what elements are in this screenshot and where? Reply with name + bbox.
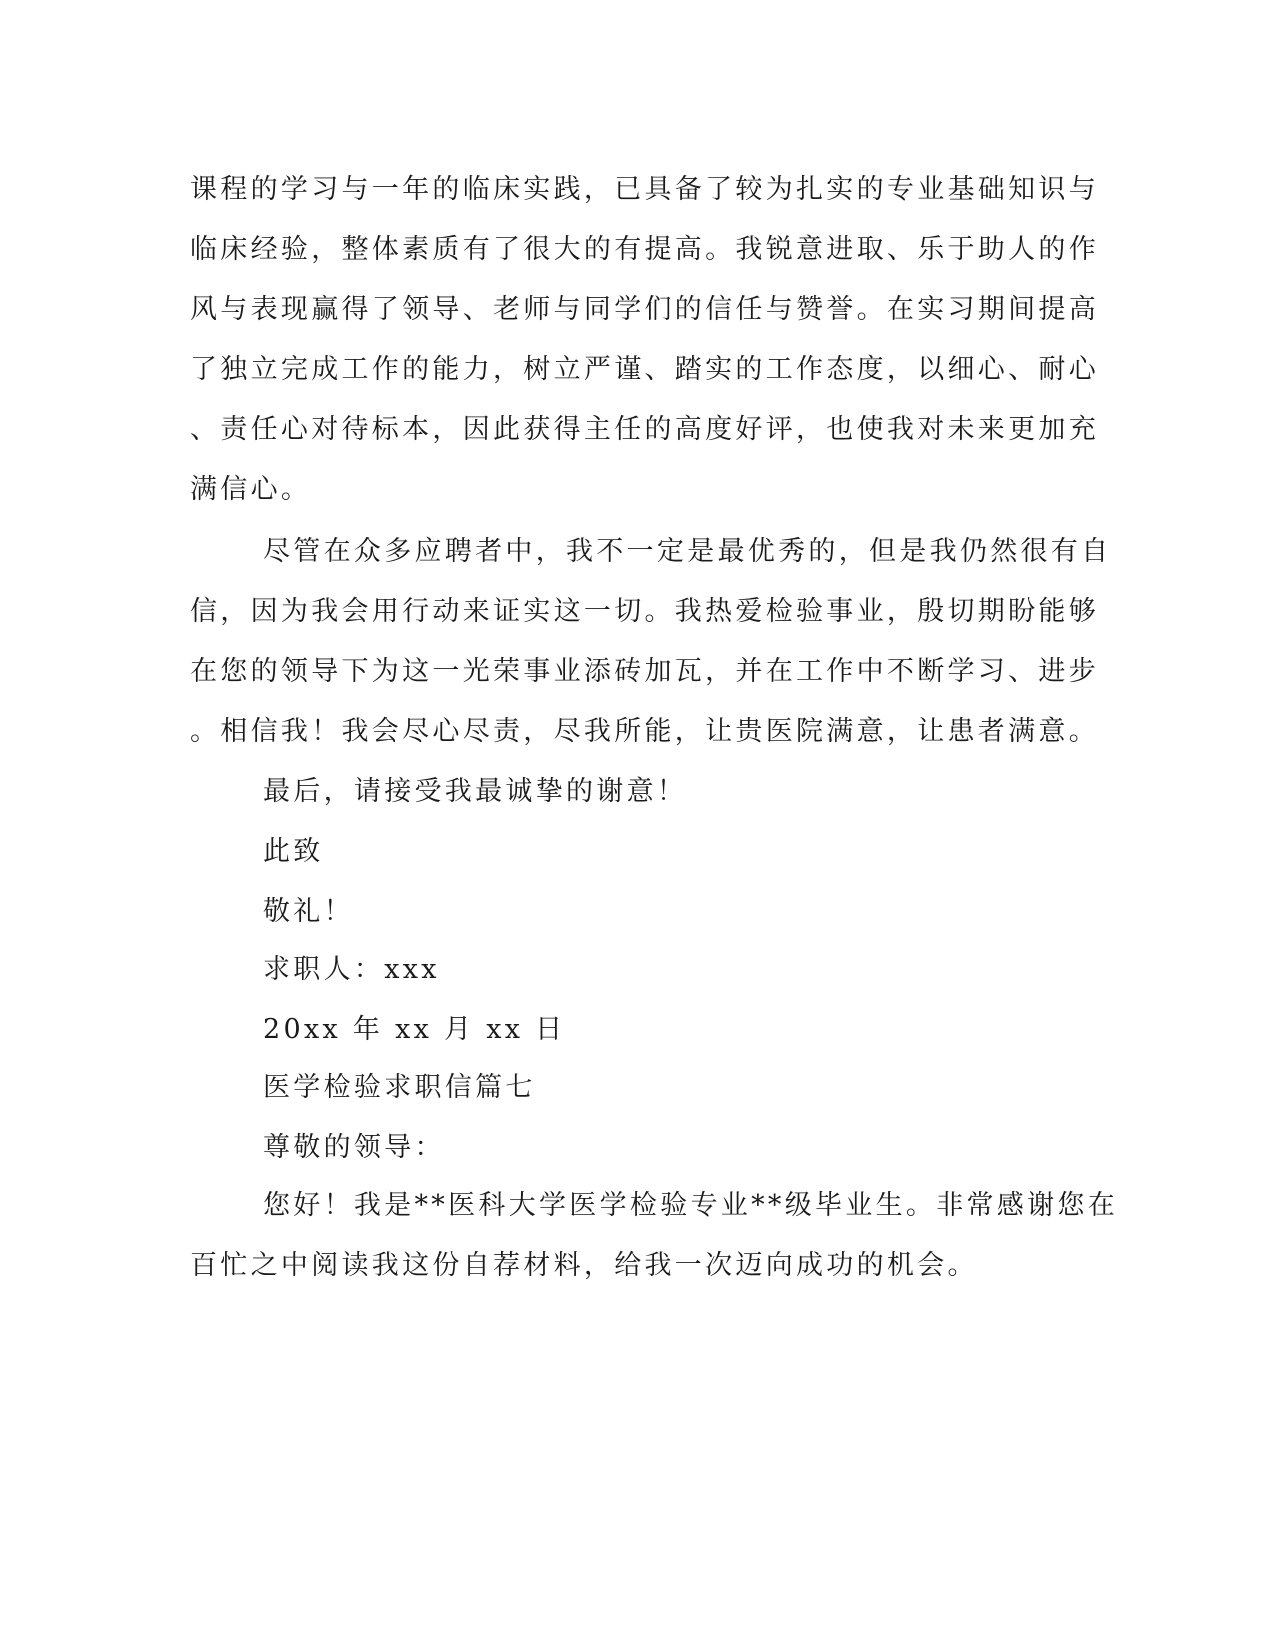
- paragraph-line: 满信心。: [190, 474, 312, 505]
- paragraph-line: 、责任心对待标本，因此获得主任的高度好评，也使我对未来更加充: [190, 414, 1099, 445]
- paragraph-line: 尽管在众多应聘者中，我不一定是最优秀的，但是我仍然很有自: [263, 536, 1112, 567]
- paragraph-line: 您好！我是**医科大学医学检验专业**级毕业生。非常感谢您在: [263, 1190, 1118, 1221]
- paragraph-line: 风与表现赢得了领导、老师与同学们的信任与赞誉。在实习期间提高: [190, 294, 1099, 325]
- paragraph-line: 。相信我！我会尽心尽责，尽我所能，让贵医院满意，让患者满意。: [190, 716, 1099, 747]
- salutation-cizhi: 此致: [263, 836, 324, 867]
- letter-date: 20xx 年 xx 月 xx 日: [263, 1014, 566, 1045]
- section-title: 医学检验求职信篇七: [263, 1072, 536, 1103]
- salutation-jingli: 敬礼！: [263, 896, 354, 927]
- paragraph-line: 了独立完成工作的能力，树立严谨、踏实的工作态度，以细心、耐心: [190, 354, 1099, 385]
- paragraph-line: 百忙之中阅读我这份自荐材料，给我一次迈向成功的机会。: [190, 1250, 978, 1281]
- paragraph-line: 课程的学习与一年的临床实践，已具备了较为扎实的专业基础知识与: [190, 174, 1099, 205]
- paragraph-line: 临床经验，整体素质有了很大的有提高。我锐意进取、乐于助人的作: [190, 234, 1099, 265]
- paragraph-line: 信，因为我会用行动来证实这一切。我热爱检验事业，殷切期盼能够: [190, 596, 1099, 627]
- applicant-name: 求职人：xxx: [263, 954, 440, 985]
- closing-thanks: 最后，请接受我最诚挚的谢意！: [263, 776, 688, 807]
- greeting: 尊敬的领导：: [263, 1132, 445, 1163]
- paragraph-line: 在您的领导下为这一光荣事业添砖加瓦，并在工作中不断学习、进步: [190, 656, 1099, 687]
